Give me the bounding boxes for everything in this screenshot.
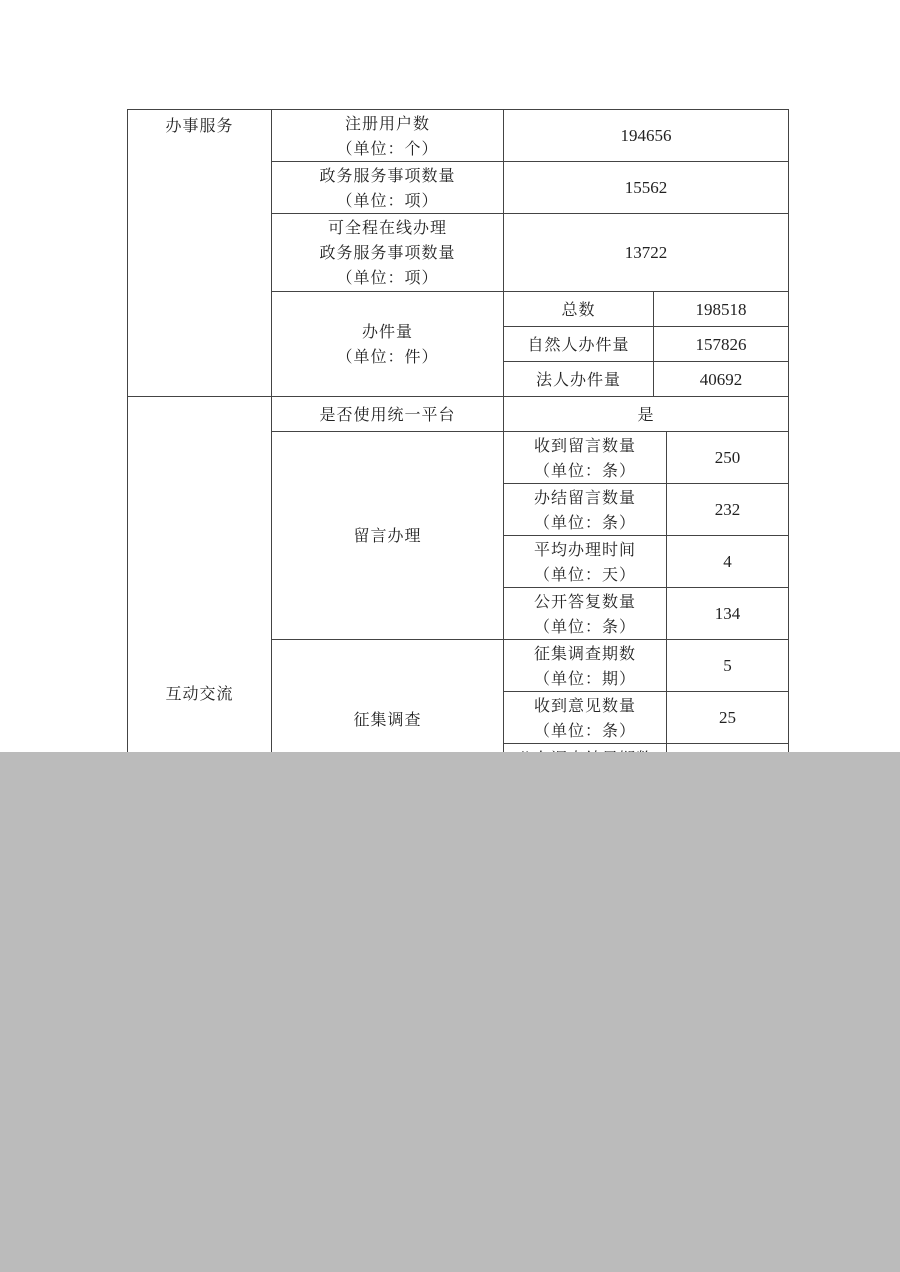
- survey-item-label: 征集调查期数 （单位：期）: [533, 643, 636, 688]
- handling-item-label: 总数: [561, 299, 596, 319]
- row-value-registered-users: 194656: [620, 126, 672, 145]
- message-item-label: 收到留言数量 （单位：条）: [533, 435, 636, 480]
- row-label-messages: 留言办理: [353, 526, 422, 545]
- row-label-service-items: 政务服务事项数量 （单位：项）: [319, 165, 456, 210]
- row-label-survey: 征集调查: [353, 710, 422, 729]
- section-label-interaction: 互动交流: [165, 683, 234, 703]
- handling-item-value: 40692: [699, 369, 743, 389]
- handling-item-label: 法人办件量: [535, 369, 621, 389]
- survey-item-value: 25: [719, 708, 736, 727]
- handling-item-label: 自然人办件量: [527, 334, 630, 354]
- message-item-value: 4: [723, 552, 732, 571]
- handling-item-value: 198518: [695, 299, 747, 319]
- message-item-label: 平均办理时间 （单位：天）: [533, 539, 636, 584]
- message-item-value: 250: [714, 448, 741, 467]
- section-label-service: 办事服务: [165, 116, 234, 135]
- row-label-unified-platform: 是否使用统一平台: [319, 404, 456, 424]
- grid-line: [788, 109, 789, 769]
- message-item-value: 232: [714, 500, 741, 519]
- row-value-service-items: 15562: [624, 178, 668, 197]
- message-item-value: 134: [714, 604, 741, 623]
- handling-item-value: 157826: [695, 334, 747, 354]
- message-item-label: 公开答复数量 （单位：条）: [533, 591, 636, 636]
- row-value-unified-platform: 是: [637, 404, 655, 424]
- survey-item-value: 5: [723, 656, 732, 675]
- row-label-online-items: 可全程在线办理 政务服务事项数量 （单位：项）: [319, 218, 456, 287]
- row-label-registered-users: 注册用户数 （单位：个）: [336, 113, 439, 158]
- row-label-handling: 办件量 （单位：件）: [336, 322, 439, 366]
- message-item-label: 办结留言数量 （单位：条）: [533, 487, 636, 532]
- row-value-online-items: 13722: [624, 243, 668, 262]
- survey-item-label: 收到意见数量 （单位：条）: [533, 695, 636, 740]
- gray-overlay: [0, 752, 900, 1272]
